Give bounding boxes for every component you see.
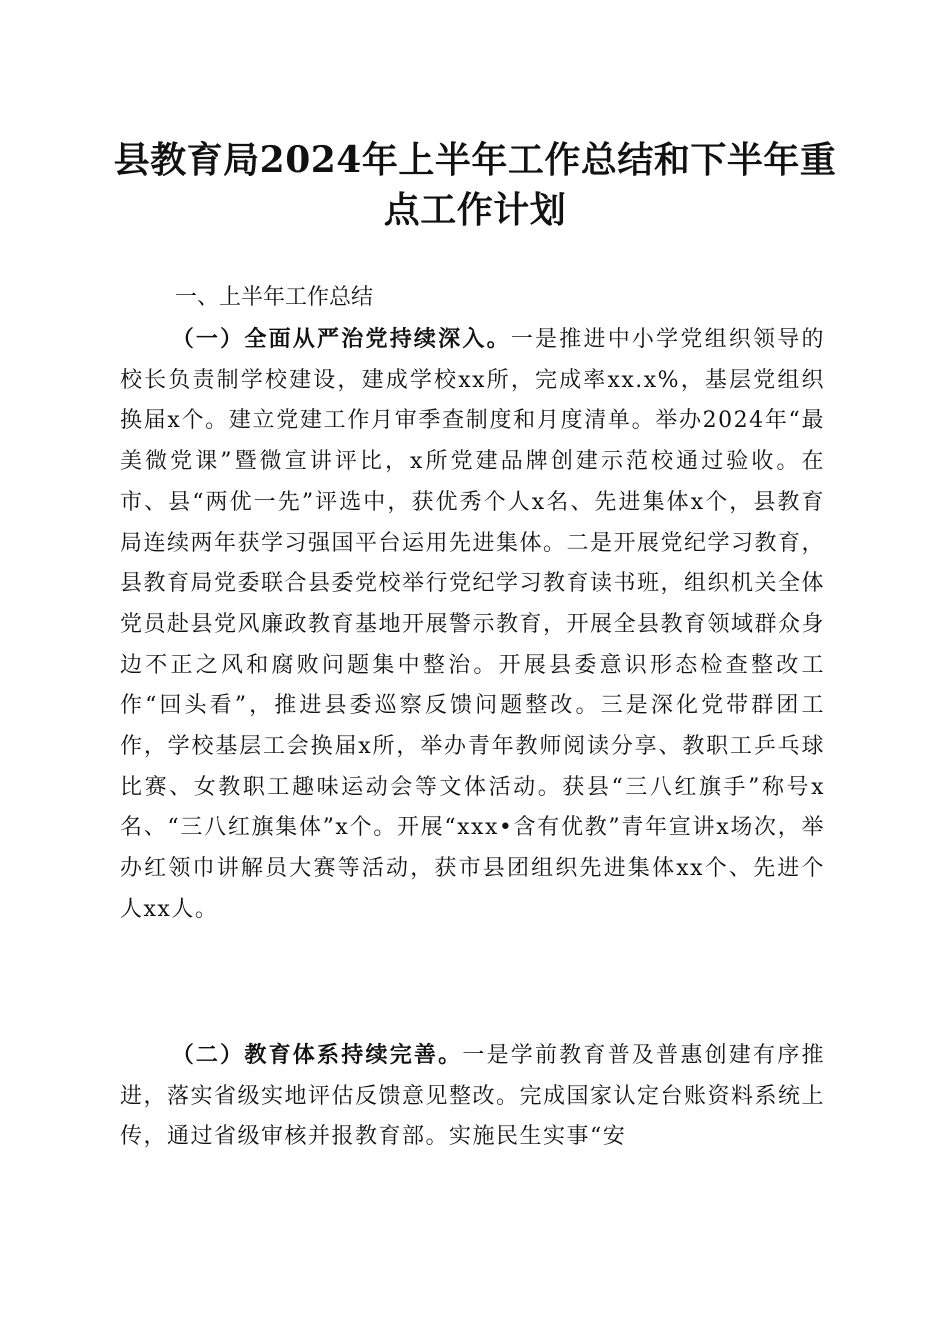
document-title: 县教育局2024年上半年工作总结和下半年重点工作计划 <box>113 139 837 231</box>
paragraph-2 <box>120 1036 825 1158</box>
paragraph-2-lead: （二）教育体系持续完善。 <box>171 1043 463 1068</box>
paragraph-1-lead: （一）全面从严治党持续深入。 <box>171 327 511 352</box>
section-heading-1: 一、上半年工作总结 <box>175 285 374 310</box>
paragraph-2-body: 一是学前教育普及普惠创建有序推进，落实省级实地评估反馈意见整改。完成国家认定台账资料系统上传，通过省级审核并报教育部。实施民生实事“安 <box>120 1043 826 1150</box>
paragraph-1 <box>120 320 825 931</box>
paragraph-1-body: 一是推进中小学党组织领导的校长负责制学校建设，建成学校xx所，完成率xx.x%，基层党组织换届x个。建立党建工作月审季查制度和月度清单。举办2024年“最美微党课”暨微宣讲评比，x所党建品牌创建示范校通过验收。在市、县“两优一先”评选中，获优秀个人x名、先进集体x个，县教育局连续两年获学习强国平台运用先进集体。二是开展党纪学习教育，县教育局党委联合县委党校举行党纪学习教育读书班，组织机关全体党员赴县党风廉政教育基地开展警示教育，开展全县教育领域群众身边不正之风和腐败问题集中整治。开展县委意识形态检查整改工作“回头看”，推进县委巡察反馈问题整改。三是深化党带群团工作，学校基层工会换届x所，举办青年教师阅读分享、教职工乒乓球比赛、女教职工趣味运动会等文体活动。获县“三八红旗手”称号x名、“三八红旗集体”x个。开展“xxx•含有优教”青年宣讲x场次，举办红领巾讲解员大赛等活动，获市县团组织先进集体xx个、先进个人xx人。 <box>120 327 826 922</box>
